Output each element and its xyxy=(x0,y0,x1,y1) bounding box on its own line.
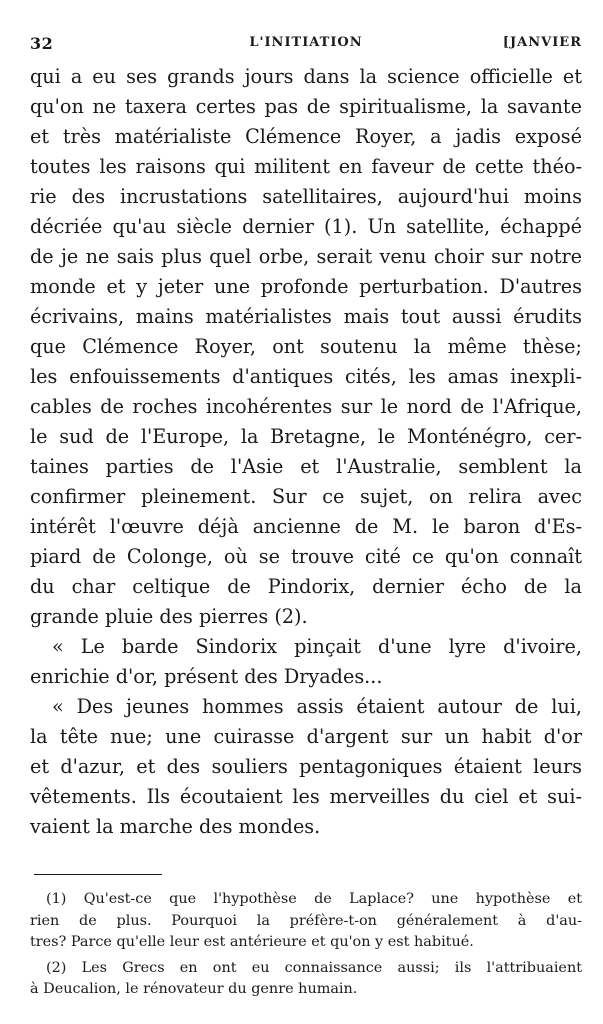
running-date: [JANVIER xyxy=(502,35,582,50)
book-page xyxy=(30,30,582,1005)
footnote-line: (1) Qu'est-ce que l'hypothèse de Laplace? une hypothèse et xyxy=(46,891,582,907)
text-line: les enfouissements d'antiques cités, les amas inexpli- xyxy=(30,365,582,388)
running-title: L'INITIATION xyxy=(249,35,363,50)
quote-line: « Des jeunes hommes assis étaient autour de lui, xyxy=(52,695,582,718)
text-line: du char celtique de Pindorix, dernier écho de la xyxy=(30,575,582,598)
footnote-2 xyxy=(30,958,582,1001)
text-line: rie des incrustations satellitaires, aujourd'hui moins xyxy=(30,185,582,208)
text-line: qu'on ne taxera certes pas de spiritualisme, la savante xyxy=(30,95,582,118)
footnote-line: rien de plus. Pourquoi la préfère-t-on généralement à d'au- xyxy=(30,912,582,929)
text-line: monde et y jeter une profonde perturbation. D'autres xyxy=(30,275,582,298)
text-line: toutes les raisons qui militent en faveur de cette théo- xyxy=(30,155,582,178)
quote-line: vaient la marche des mondes. xyxy=(30,815,321,838)
text-line: grande pluie des pierres (2). xyxy=(30,605,308,628)
body-text xyxy=(30,62,582,842)
running-header xyxy=(30,30,582,56)
text-line: confirmer pleinement. Sur ce sujet, on relira avec xyxy=(30,485,582,508)
quote-line: vêtements. Ils écoutaient les merveilles du ciel et sui- xyxy=(30,785,582,808)
text-line: de je ne sais plus quel orbe, serait venu choir sur notre xyxy=(30,245,582,268)
footnotes xyxy=(30,889,582,1001)
quote-line: « Le barde Sindorix pinçait d'une lyre d'ivoire, xyxy=(52,635,582,658)
text-line: que Clémence Royer, ont soutenu la même thèse; xyxy=(30,335,582,358)
page-number: 32 xyxy=(30,34,54,53)
footnote-line: à Deucalion, le rénovateur du genre humain. xyxy=(30,981,358,997)
footnote-rule xyxy=(34,874,162,875)
footnote-1 xyxy=(30,889,582,954)
footnote-line: (2) Les Grecs en ont eu connaissance aussi; ils l'attribuaient xyxy=(46,959,582,976)
text-line: décriée qu'au siècle dernier (1). Un satellite, échappé xyxy=(30,215,582,238)
text-line: cables de roches incohérentes sur le nord de l'Afrique, xyxy=(30,395,582,418)
quote-line: la tête nue; une cuirasse d'argent sur un habit d'or xyxy=(30,725,582,748)
text-line: qui a eu ses grands jours dans la science officielle et xyxy=(30,65,582,88)
quote-line: enrichie d'or, présent des Dryades... xyxy=(30,665,383,688)
text-line: piard de Colonge, où se trouve cité ce qu'on connaît xyxy=(30,545,582,568)
quote-line: et d'azur, et des souliers pentagoniques étaient leurs xyxy=(30,755,582,778)
footnote-line: tres? Parce qu'elle leur est antérieure et qu'on y est habitué. xyxy=(30,934,474,950)
text-line: le sud de l'Europe, la Bretagne, le Monténégro, cer- xyxy=(30,425,582,448)
text-line: écrivains, mains matérialistes mais tout aussi érudits xyxy=(30,305,582,328)
text-line: et très matérialiste Clémence Royer, a jadis exposé xyxy=(30,125,582,148)
text-line: taines parties de l'Asie et l'Australie, semblent la xyxy=(30,455,582,478)
text-line: intérêt l'œuvre déjà ancienne de M. le baron d'Es- xyxy=(30,515,582,538)
